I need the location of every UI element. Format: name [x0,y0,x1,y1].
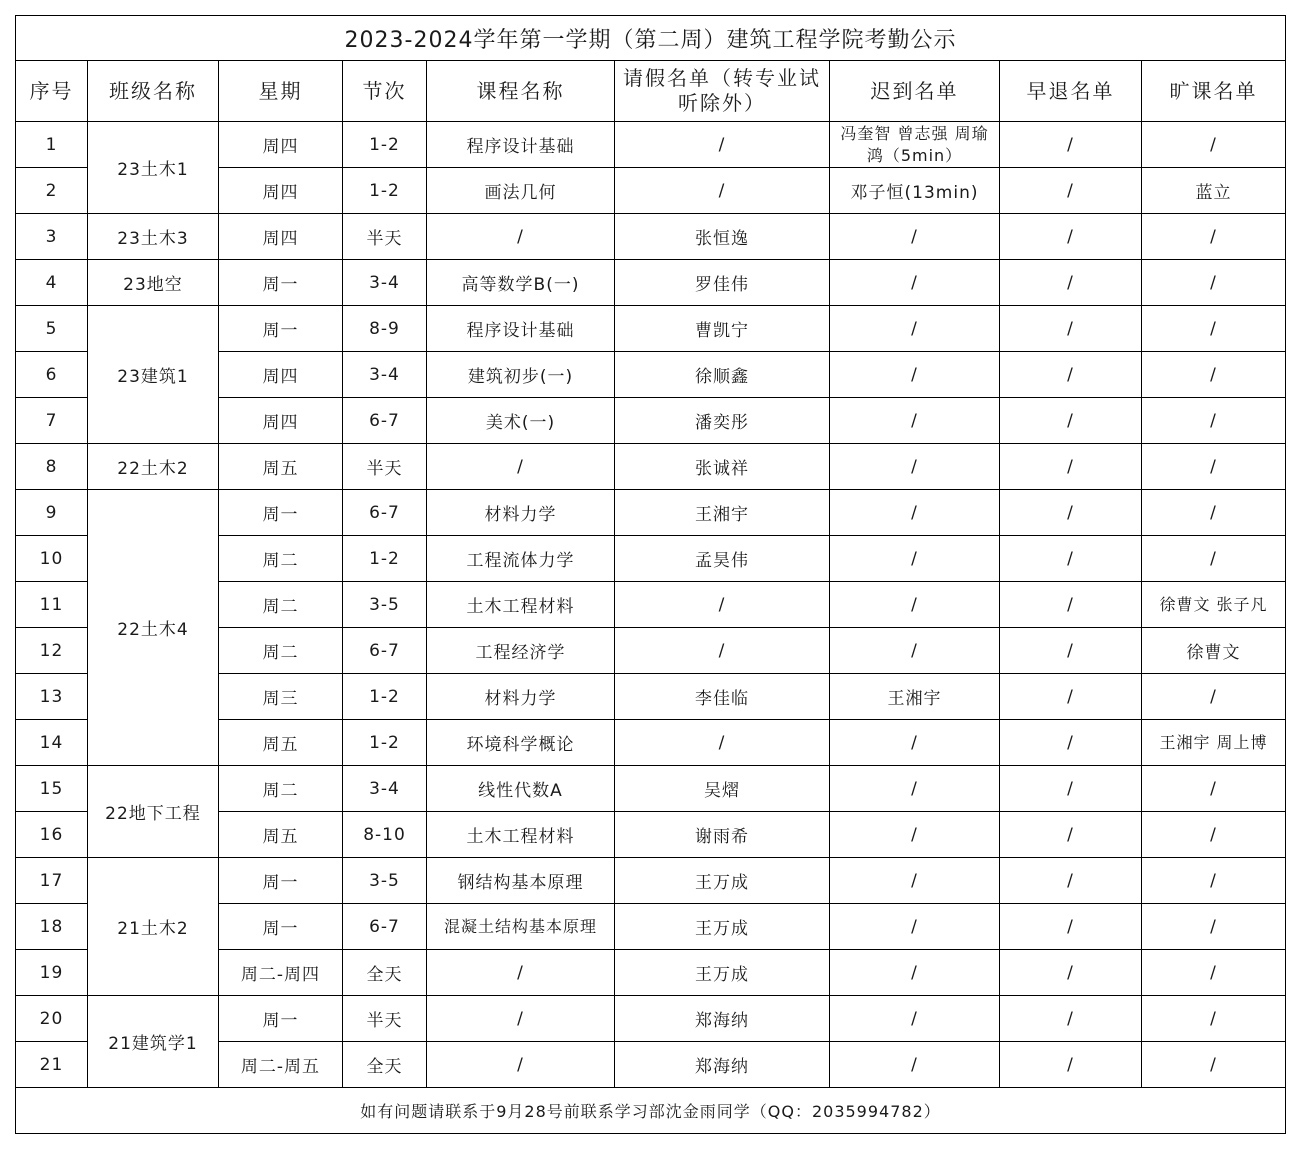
cell-seq: 15 [16,766,88,812]
cell-weekday: 周四 [219,398,343,444]
cell-leave: 罗佳伟 [615,260,830,306]
cell-early: / [1000,398,1142,444]
cell-late: / [830,904,1000,950]
cell-weekday: 周二 [219,628,343,674]
cell-early: / [1000,628,1142,674]
cell-leave: 张诚祥 [615,444,830,490]
cell-course: 高等数学B(一) [427,260,615,306]
cell-course: 线性代数A [427,766,615,812]
cell-weekday: 周三 [219,674,343,720]
cell-seq: 13 [16,674,88,720]
cell-course: 土木工程材料 [427,582,615,628]
cell-weekday: 周二 [219,766,343,812]
cell-late: 王湘宇 [830,674,1000,720]
cell-late: / [830,858,1000,904]
cell-class: 23地空 [88,260,219,306]
cell-weekday: 周二 [219,536,343,582]
cell-weekday: 周一 [219,904,343,950]
cell-absent: / [1142,214,1286,260]
cell-leave: / [615,122,830,168]
cell-leave: / [615,582,830,628]
cell-course: 材料力学 [427,674,615,720]
cell-early: / [1000,352,1142,398]
table-row [16,214,1286,260]
table-row [16,766,1286,812]
header-weekday: 星期 [219,61,343,122]
cell-period: 8-9 [343,306,427,352]
cell-course: 工程经济学 [427,628,615,674]
cell-leave: 郑海纳 [615,996,830,1042]
cell-late: / [830,766,1000,812]
cell-seq: 5 [16,306,88,352]
cell-early: / [1000,858,1142,904]
cell-weekday: 周二 [219,582,343,628]
cell-late: / [830,444,1000,490]
table-row [16,122,1286,168]
sheet-title: 2023-2024学年第一学期（第二周）建筑工程学院考勤公示 [16,16,1286,61]
cell-period: 1-2 [343,122,427,168]
cell-early: / [1000,950,1142,996]
header-leave: 请假名单（转专业试听除外） [615,61,830,122]
cell-late: / [830,950,1000,996]
cell-weekday: 周四 [219,122,343,168]
cell-late: / [830,214,1000,260]
cell-weekday: 周一 [219,306,343,352]
cell-period: 8-10 [343,812,427,858]
cell-absent: / [1142,122,1286,168]
cell-seq: 10 [16,536,88,582]
cell-absent: / [1142,536,1286,582]
cell-seq: 21 [16,1042,88,1088]
attendance-table [15,15,1286,1134]
cell-seq: 9 [16,490,88,536]
cell-leave: 吴熠 [615,766,830,812]
header-late: 迟到名单 [830,61,1000,122]
cell-period: 1-2 [343,720,427,766]
cell-weekday: 周一 [219,260,343,306]
cell-late: / [830,536,1000,582]
cell-period: 半天 [343,996,427,1042]
cell-leave: / [615,168,830,214]
cell-seq: 12 [16,628,88,674]
cell-course: 钢结构基本原理 [427,858,615,904]
cell-absent: / [1142,444,1286,490]
cell-leave: 孟昊伟 [615,536,830,582]
header-period: 节次 [343,61,427,122]
cell-weekday: 周四 [219,352,343,398]
cell-early: / [1000,720,1142,766]
cell-leave: 王万成 [615,904,830,950]
header-absent: 旷课名单 [1142,61,1286,122]
cell-absent: / [1142,398,1286,444]
cell-weekday: 周四 [219,168,343,214]
cell-course: 建筑初步(一) [427,352,615,398]
cell-leave: 徐顺鑫 [615,352,830,398]
cell-class: 23土木3 [88,214,219,260]
cell-early: / [1000,812,1142,858]
table-row [16,306,1286,352]
cell-absent: / [1142,950,1286,996]
cell-weekday: 周一 [219,858,343,904]
cell-absent: / [1142,1042,1286,1088]
cell-course: 工程流体力学 [427,536,615,582]
cell-period: 6-7 [343,490,427,536]
cell-weekday: 周二-周四 [219,950,343,996]
table-row [16,444,1286,490]
cell-absent: / [1142,674,1286,720]
cell-absent: / [1142,352,1286,398]
cell-absent: 徐曹文 张子凡 [1142,582,1286,628]
cell-course: / [427,950,615,996]
cell-course: / [427,1042,615,1088]
cell-early: / [1000,904,1142,950]
cell-absent: / [1142,996,1286,1042]
cell-period: 1-2 [343,536,427,582]
cell-late: / [830,996,1000,1042]
cell-late: / [830,1042,1000,1088]
cell-late: / [830,582,1000,628]
cell-class: 22土木4 [88,490,219,766]
cell-leave: 王湘宇 [615,490,830,536]
cell-leave: 曹凯宁 [615,306,830,352]
cell-absent: / [1142,812,1286,858]
cell-early: / [1000,996,1142,1042]
cell-seq: 2 [16,168,88,214]
cell-absent: / [1142,858,1286,904]
cell-weekday: 周五 [219,812,343,858]
cell-weekday: 周五 [219,444,343,490]
cell-leave: / [615,720,830,766]
cell-period: 3-4 [343,260,427,306]
cell-course: / [427,996,615,1042]
cell-seq: 18 [16,904,88,950]
cell-absent: / [1142,766,1286,812]
cell-seq: 6 [16,352,88,398]
cell-seq: 14 [16,720,88,766]
cell-leave: 李佳临 [615,674,830,720]
cell-weekday: 周二-周五 [219,1042,343,1088]
cell-class: 22土木2 [88,444,219,490]
cell-period: 全天 [343,950,427,996]
cell-course: 程序设计基础 [427,122,615,168]
cell-seq: 1 [16,122,88,168]
cell-absent: / [1142,260,1286,306]
header-course: 课程名称 [427,61,615,122]
cell-late: / [830,490,1000,536]
cell-seq: 3 [16,214,88,260]
table-row [16,996,1286,1042]
cell-late: / [830,260,1000,306]
cell-period: 半天 [343,444,427,490]
cell-absent: 王湘宇 周上博 [1142,720,1286,766]
cell-leave: 王万成 [615,950,830,996]
cell-absent: / [1142,490,1286,536]
cell-absent: 蓝立 [1142,168,1286,214]
cell-period: 6-7 [343,628,427,674]
cell-early: / [1000,444,1142,490]
cell-period: 3-5 [343,582,427,628]
cell-early: / [1000,582,1142,628]
cell-late: / [830,352,1000,398]
header-seq: 序号 [16,61,88,122]
cell-period: 1-2 [343,168,427,214]
cell-seq: 19 [16,950,88,996]
header-early: 早退名单 [1000,61,1142,122]
footer-contact-note: 如有问题请联系于9月28号前联系学习部沈金雨同学（QQ：2035994782） [16,1088,1286,1134]
cell-course: 环境科学概论 [427,720,615,766]
cell-seq: 17 [16,858,88,904]
cell-class: 22地下工程 [88,766,219,858]
cell-leave: / [615,628,830,674]
cell-course: 混凝土结构基本原理 [427,904,615,950]
cell-period: 6-7 [343,398,427,444]
cell-leave: 谢雨希 [615,812,830,858]
cell-late: / [830,720,1000,766]
cell-period: 3-4 [343,766,427,812]
cell-late: / [830,306,1000,352]
cell-course: / [427,444,615,490]
cell-weekday: 周一 [219,996,343,1042]
cell-seq: 7 [16,398,88,444]
table-row [16,260,1286,306]
cell-period: 3-5 [343,858,427,904]
cell-early: / [1000,674,1142,720]
cell-course: 美术(一) [427,398,615,444]
cell-late: / [830,812,1000,858]
cell-leave: 郑海纳 [615,1042,830,1088]
cell-weekday: 周一 [219,490,343,536]
cell-late: 邓子恒(13min) [830,168,1000,214]
cell-late: / [830,398,1000,444]
cell-class: 23建筑1 [88,306,219,444]
header-row [16,61,1286,122]
cell-early: / [1000,536,1142,582]
cell-early: / [1000,122,1142,168]
cell-early: / [1000,306,1142,352]
cell-leave: 潘奕彤 [615,398,830,444]
cell-early: / [1000,168,1142,214]
cell-leave: 张恒逸 [615,214,830,260]
cell-course: 材料力学 [427,490,615,536]
cell-seq: 20 [16,996,88,1042]
table-row [16,858,1286,904]
cell-seq: 8 [16,444,88,490]
cell-seq: 11 [16,582,88,628]
cell-period: 3-4 [343,352,427,398]
cell-early: / [1000,490,1142,536]
cell-class: 21土木2 [88,858,219,996]
cell-class: 23土木1 [88,122,219,214]
cell-early: / [1000,260,1142,306]
cell-period: 半天 [343,214,427,260]
table-row [16,490,1286,536]
cell-weekday: 周四 [219,214,343,260]
cell-early: / [1000,1042,1142,1088]
cell-period: 6-7 [343,904,427,950]
cell-absent: / [1142,306,1286,352]
cell-course: 画法几何 [427,168,615,214]
cell-seq: 4 [16,260,88,306]
cell-weekday: 周五 [219,720,343,766]
cell-course: 土木工程材料 [427,812,615,858]
header-class: 班级名称 [88,61,219,122]
cell-period: 1-2 [343,674,427,720]
cell-seq: 16 [16,812,88,858]
cell-absent: 徐曹文 [1142,628,1286,674]
cell-course: 程序设计基础 [427,306,615,352]
cell-late: / [830,628,1000,674]
cell-course: / [427,214,615,260]
cell-period: 全天 [343,1042,427,1088]
cell-late: 冯奎智 曾志强 周瑜鸿（5min） [830,122,1000,168]
cell-leave: 王万成 [615,858,830,904]
cell-early: / [1000,214,1142,260]
cell-early: / [1000,766,1142,812]
cell-absent: / [1142,904,1286,950]
cell-class: 21建筑学1 [88,996,219,1088]
